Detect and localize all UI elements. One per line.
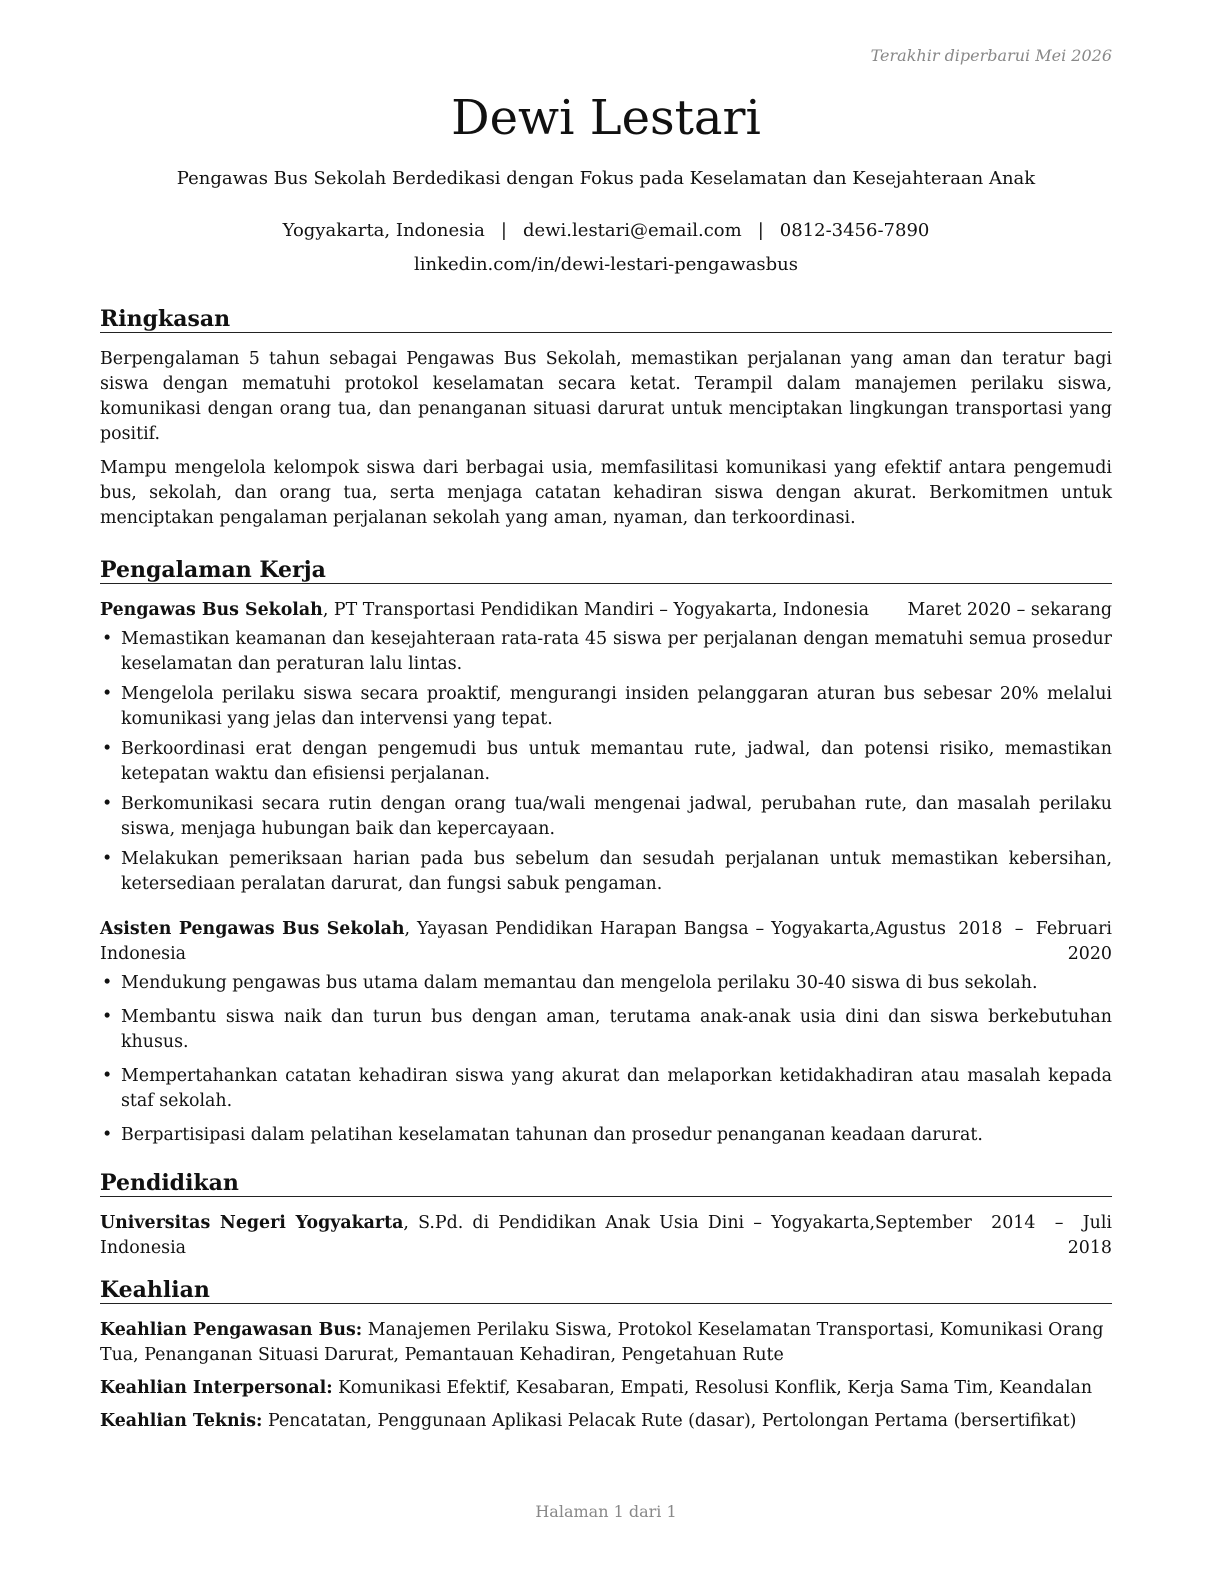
job-dates: Maret 2020 – sekarang (907, 600, 1112, 620)
list-item: • Berkoordinasi erat dengan pengemudi bus untuk memantau rute, jadwal, dan potensi risiko, memastikan ketepatan waktu dan efisiensi perjalanan. (100, 737, 1112, 787)
skill-label: Keahlian Pengawasan Bus: (100, 1320, 363, 1340)
job-entry (100, 917, 1112, 1148)
separator: | (757, 220, 764, 241)
job-header (100, 598, 1112, 623)
job-title-line (100, 917, 875, 967)
page-number: Halaman 1 dari 1 (535, 1502, 677, 1521)
job-role: Asisten Pengawas Bus Sekolah (100, 919, 405, 939)
section-title-skills: Keahlian (100, 1277, 1112, 1304)
skill-text: Pencatatan, Penggunaan Aplikasi Pelacak Rute (dasar), Pertolongan Pertama (bersertifikat) (262, 1411, 1077, 1431)
summary-paragraph: Mampu mengelola kelompok siswa dari berbagai usia, memfasilitasi komunikasi yang efektif antara pengemudi bus, sekolah, dan orang tua, serta menjaga catatan kehadiran siswa dengan akurat. Berkomitmen untuk menciptakan pengalaman perjalanan sekolah yang aman, nyaman, dan terkoordinasi. (100, 458, 1112, 528)
school-name: Universitas Negeri Yogyakarta (100, 1213, 404, 1233)
resume-content (100, 306, 1112, 1442)
section-title-summary: Ringkasan (100, 306, 1112, 333)
list-item: • Mengelola perilaku siswa secara proaktif, mengurangi insiden pelanggaran aturan bus sebesar 20% melalui komunikasi yang jelas dan intervensi yang tepat. (100, 682, 1112, 732)
list-item: • Berpartisipasi dalam pelatihan keselamatan tahunan dan prosedur penanganan keadaan darurat. (100, 1123, 1112, 1148)
skills-section (100, 1277, 1112, 1434)
summary-section (100, 306, 1112, 531)
job-dates: Agustus 2018 – Februari 2020 (875, 919, 1112, 964)
list-item: • Melakukan pemeriksaan harian pada bus sebelum dan sesudah perjalanan untuk memastikan kebersihan, ketersediaan peralatan darurat, dan fungsi sabuk pengaman. (100, 847, 1112, 897)
education-entry (100, 1211, 1112, 1261)
job-entry (100, 598, 1112, 897)
education-section (100, 1170, 1112, 1261)
job-organization: , Yayasan Pendidikan Harapan Bangsa – Yogyakarta, Indonesia (100, 919, 875, 964)
list-item: • Mempertahankan catatan kehadiran siswa yang akurat dan melaporkan ketidakhadiran atau masalah kepada staf sekolah. (100, 1064, 1112, 1114)
skill-line (100, 1376, 1112, 1401)
skill-text: Manajemen Perilaku Siswa, Protokol Keselamatan Transportasi, Komunikasi Orang Tua, Penanganan Situasi Darurat, Pemantauan Kehadiran, Pengetahuan Rute (100, 1320, 1104, 1365)
job-organization: , PT Transportasi Pendidikan Mandiri – Yogyakarta, Indonesia (322, 600, 869, 620)
section-title-education: Pendidikan (100, 1170, 1112, 1197)
separator: | (500, 220, 507, 241)
skill-text: Komunikasi Efektif, Kesabaran, Empati, Resolusi Konflik, Kerja Sama Tim, Keandalan (332, 1378, 1093, 1398)
last-updated: Terakhir diperbarui Mei 2026 (870, 46, 1112, 65)
list-item: • Membantu siswa naik dan turun bus dengan aman, terutama anak-anak usia dini dan siswa berkebutuhan khusus. (100, 1005, 1112, 1055)
job-bullets (100, 971, 1112, 1148)
job-header (100, 917, 1112, 967)
degree: , S.Pd. di Pendidikan Anak Usia Dini – Yogyakarta, Indonesia (100, 1213, 875, 1258)
job-title-line (100, 598, 869, 623)
skill-line (100, 1318, 1112, 1368)
list-item: • Berkomunikasi secara rutin dengan orang tua/wali mengenai jadwal, perubahan rute, dan masalah perilaku siswa, menjaga hubungan baik dan kepercayaan. (100, 792, 1112, 842)
education-line (100, 1211, 875, 1261)
skill-label: Keahlian Interpersonal: (100, 1378, 333, 1398)
linkedin-link[interactable]: linkedin.com/in/dewi-lestari-pengawasbus (414, 254, 798, 275)
skill-line (100, 1409, 1112, 1434)
location: Yogyakarta, Indonesia (282, 220, 485, 241)
skill-label: Keahlian Teknis: (100, 1411, 263, 1431)
list-item: • Memastikan keamanan dan kesejahteraan rata-rata 45 siswa per perjalanan dengan mematuhi semua prosedur keselamatan dan peraturan lalu lintas. (100, 627, 1112, 677)
email-link[interactable]: dewi.lestari@email.com (522, 220, 742, 241)
contact-line (100, 220, 1112, 241)
list-item: • Mendukung pengawas bus utama dalam memantau dan mengelola perilaku 30-40 siswa di bus sekolah. (100, 971, 1112, 996)
candidate-name: Dewi Lestari (451, 90, 761, 146)
education-dates: September 2014 – Juli 2018 (875, 1213, 1112, 1258)
tagline: Pengawas Bus Sekolah Berdedikasi dengan Fokus pada Keselamatan dan Kesejahteraan Anak (176, 168, 1036, 189)
summary-paragraph: Berpengalaman 5 tahun sebagai Pengawas Bus Sekolah, memastikan perjalanan yang aman dan teratur bagi siswa dengan mematuhi protokol keselamatan secara ketat. Terampil dalam manajemen perilaku siswa, komunikasi dengan orang tua, dan penanganan situasi darurat untuk menciptakan lingkungan transportasi yang positif. (100, 349, 1112, 444)
resume-page (100, 0, 1112, 1584)
job-role: Pengawas Bus Sekolah (100, 600, 323, 620)
experience-section (100, 557, 1112, 1148)
section-title-experience: Pengalaman Kerja (100, 557, 1112, 584)
phone: 0812-3456-7890 (779, 220, 930, 241)
job-bullets (100, 627, 1112, 897)
